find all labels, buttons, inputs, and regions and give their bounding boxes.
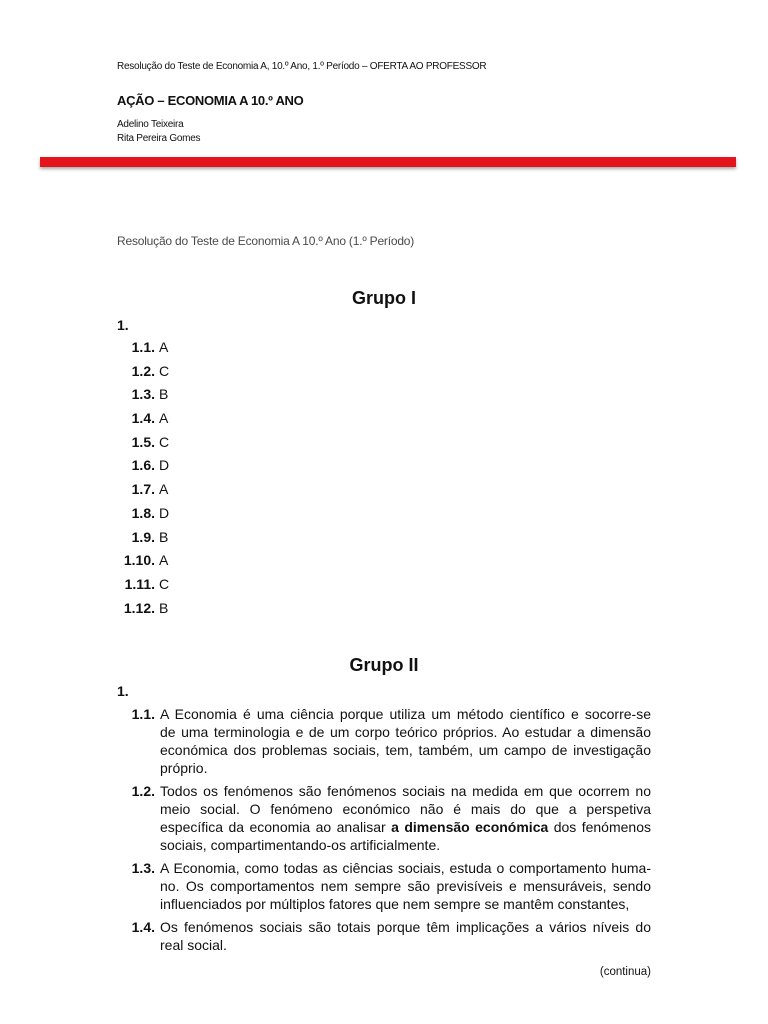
answer-number: 1.4. (131, 919, 155, 935)
answer-row (117, 407, 651, 431)
text-line: próprio. (160, 760, 208, 776)
answer-choice: D (159, 504, 170, 521)
answer-row (117, 526, 651, 550)
author-list (117, 118, 200, 146)
answer-text (160, 705, 651, 777)
text-segment: específica da economia ao analisar (160, 819, 392, 835)
text-line: Todos os fenómenos são fenómenos sociais na medida em que ocorrem no (160, 783, 651, 799)
answer-number: 1.1. (131, 706, 155, 722)
answer-row (117, 360, 651, 384)
answer-paragraph (117, 859, 651, 913)
answer-choice: A (159, 552, 169, 569)
answer-number: 1.3. (131, 386, 155, 403)
header-title: AÇÃO – ECONOMIA A 10.º ANO (117, 93, 304, 108)
answer-number: 1.11. (124, 575, 155, 592)
answer-paragraph (117, 782, 651, 854)
group-1-heading: Grupo I (352, 288, 416, 308)
answer-choice: B (159, 599, 169, 616)
answer-number: 1.3. (131, 860, 155, 876)
text-line: real social. (160, 937, 227, 953)
answer-number: 1.5. (131, 433, 155, 450)
group-1-question-number: 1. (117, 317, 129, 333)
group-1-answer-list (117, 336, 651, 620)
answer-number: 1.12. (123, 599, 155, 616)
answer-choice: A (159, 410, 169, 427)
text-line: A Economia, como todas as ciências sociais, estuda o comportamento huma- (160, 860, 651, 876)
answer-row (117, 383, 651, 407)
answer-choice: A (159, 339, 169, 355)
bold-emphasis: a dimensão económica (391, 819, 549, 835)
answer-number: 1.9. (131, 528, 155, 545)
answer-choice: C (159, 362, 170, 379)
answer-choice: C (159, 575, 170, 592)
text-line: económica dos problemas sociais, tem, também, um campo de investigação (160, 742, 651, 758)
answer-row (117, 502, 651, 526)
answer-number: 1.10. (123, 552, 155, 569)
answer-number: 1.4. (131, 410, 155, 427)
answer-number: 1.2. (131, 362, 155, 379)
author-name: Rita Pereira Gomes (117, 133, 201, 144)
header-accent-bar (40, 157, 736, 167)
text-line: de uma terminologia e de um corpo teórico próprios. Ao estudar a dimensão (160, 724, 651, 740)
group-2-answer-list (117, 705, 651, 959)
author-name: Adelino Teixeira (117, 119, 184, 130)
answer-row (117, 597, 651, 621)
answer-row (117, 431, 651, 455)
answer-row (117, 336, 651, 360)
group-2-question-number: 1. (117, 683, 129, 699)
header-subtitle: Resolução do Teste de Economia A, 10.º Ano, 1.º Período – OFERTA AO PROFESSOR (117, 61, 487, 72)
answer-number: 1.2. (131, 783, 155, 799)
answer-choice: B (159, 528, 169, 545)
text-line: A Economia é uma ciência porque utiliza um método científico e socorre-se (160, 706, 651, 722)
answer-text (160, 918, 651, 954)
answer-choice: A (159, 481, 169, 498)
answer-number: 1.6. (131, 457, 155, 474)
answer-row (117, 454, 651, 478)
continuation-note: (continua) (599, 966, 651, 978)
text-line: no. Os comportamentos nem sempre são previsíveis e mensuráveis, sendo (160, 878, 651, 894)
answer-row (117, 478, 651, 502)
answer-choice: B (159, 386, 169, 403)
answer-choice: D (159, 457, 170, 474)
text-line: influenciados por múltiplos fatores que nem sempre se mantêm constantes, (160, 896, 630, 912)
group-2-heading: Grupo II (349, 655, 419, 675)
text-segment: dos fenómenos (548, 819, 651, 835)
text-line: sociais, compartimentando-os artificialmente. (160, 837, 441, 853)
answer-text (160, 859, 651, 913)
answer-paragraph (117, 918, 651, 954)
answer-number: 1.8. (131, 504, 155, 521)
answer-row (117, 573, 651, 597)
answer-choice: C (159, 433, 170, 450)
answer-text (160, 782, 651, 854)
answer-number: 1.7. (131, 481, 155, 498)
answer-row (117, 549, 651, 573)
answer-number: 1.1. (131, 339, 155, 355)
document-title: Resolução do Teste de Economia A 10.º Ano (1.º Período) (117, 234, 415, 248)
text-line: meio social. O fenómeno económico não é mais do que a perspetiva (160, 801, 651, 817)
text-line: Os fenómenos sociais são totais porque têm implicações a vários níveis do (160, 919, 651, 935)
answer-paragraph (117, 705, 651, 777)
text-line (160, 818, 651, 836)
